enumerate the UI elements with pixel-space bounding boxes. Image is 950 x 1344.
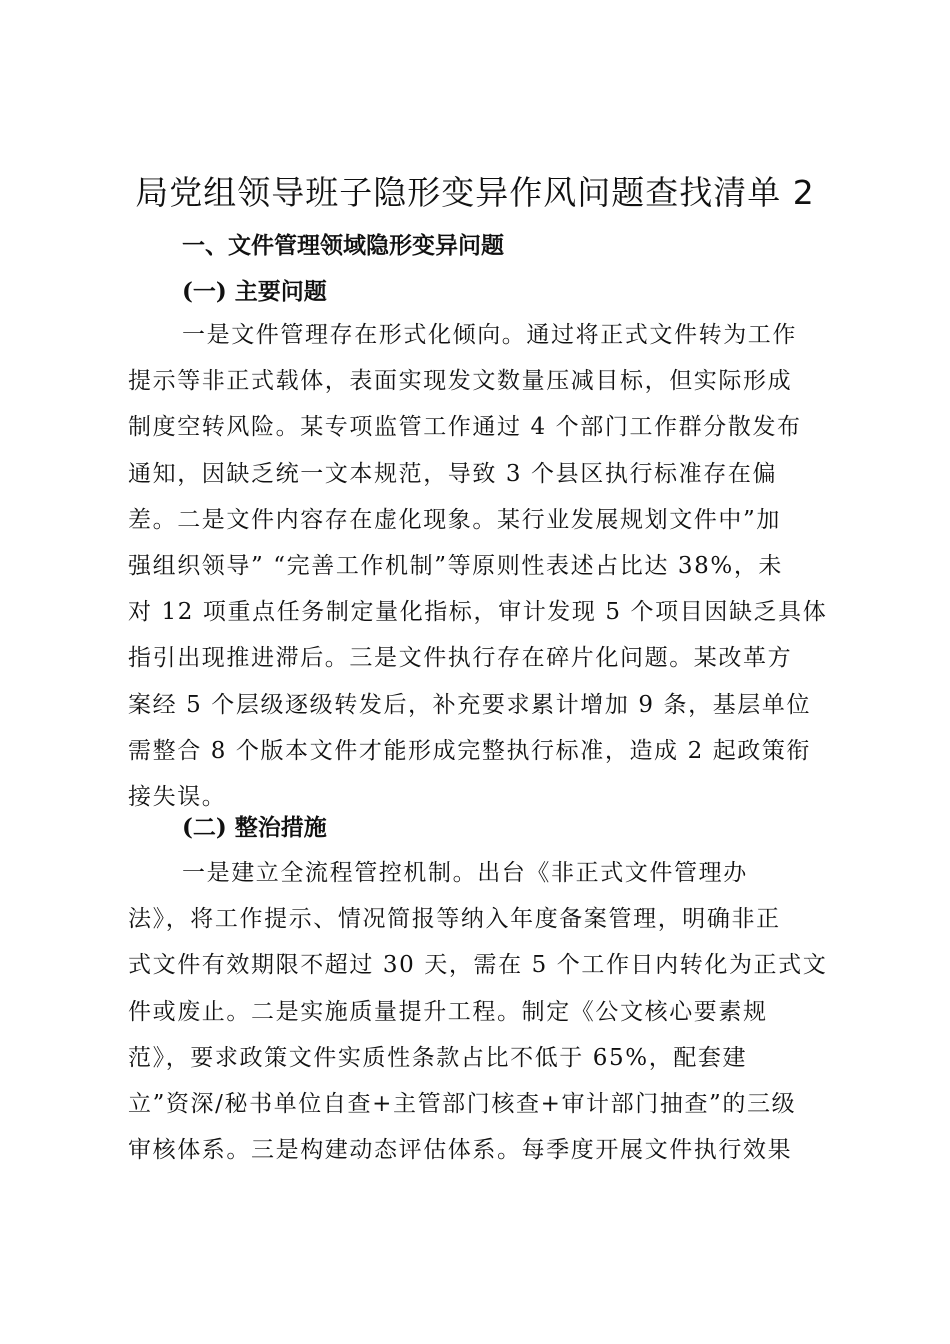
paragraph-line: 范》，要求政策文件实质性条款占比不低于 65%，配套建: [128, 1044, 748, 1071]
section-heading-file-management: 一、文件管理领域隐形变异问题: [182, 233, 504, 259]
document-title: 局党组领导班子隐形变异作风问题查找清单 2: [135, 173, 815, 212]
paragraph-main-problems: [128, 312, 830, 820]
paragraph-line: 通知，因缺乏统一文本规范，导致 3 个县区执行标准存在偏: [128, 460, 778, 487]
paragraph-line: 强组织领导” “完善工作机制”等原则性表述占比达 38%，未: [128, 552, 784, 579]
paragraph-line: 指引出现推进滞后。三是文件执行存在碎片化问题。某改革方: [128, 645, 793, 672]
paragraph-line: 制度空转风险。某专项监管工作通过 4 个部门工作群分散发布: [128, 414, 802, 441]
paragraph-line: 一是建立全流程管控机制。出台《非正式文件管理办: [182, 860, 748, 886]
paragraph-line: 接失误。: [128, 783, 227, 810]
paragraph-line: 法》，将工作提示、情况简报等纳入年度备案管理，明确非正: [128, 906, 781, 933]
paragraph-line: 案经 5 个层级逐级转发后，补充要求累计增加 9 条，基层单位: [128, 691, 812, 718]
paragraph-line: 差。二是文件内容存在虚化现象。某行业发展规划文件中”加: [128, 506, 781, 533]
subsection-heading-main-problems: (一) 主要问题: [182, 278, 327, 305]
paragraph-line: 提示等非正式载体，表面实现发文数量压减目标，但实际形成: [128, 368, 793, 395]
paragraph-line: 审核体系。三是构建动态评估体系。每季度开展文件执行效果: [128, 1137, 793, 1164]
paragraph-line: 对 12 项重点任务制定量化指标，审计发现 5 个项目因缺乏具体: [128, 599, 828, 626]
paragraph-line: 立”资深/秘书单位自查+主管部门核查+审计部门抽查”的三级: [128, 1090, 797, 1117]
subsection-heading-rectification-measures: (二) 整治措施: [182, 814, 327, 841]
paragraph-line: 一是文件管理存在形式化倾向。通过将正式文件转为工作: [182, 322, 797, 348]
paragraph-line: 件或废止。二是实施质量提升工程。制定《公文核心要素规: [128, 998, 768, 1025]
paragraph-rectification-measures: [128, 850, 830, 1173]
paragraph-line: 式文件有效期限不超过 30 天，需在 5 个工作日内转化为正式文: [128, 952, 828, 979]
paragraph-line: 需整合 8 个版本文件才能形成完整执行标准，造成 2 起政策衔: [128, 737, 812, 764]
